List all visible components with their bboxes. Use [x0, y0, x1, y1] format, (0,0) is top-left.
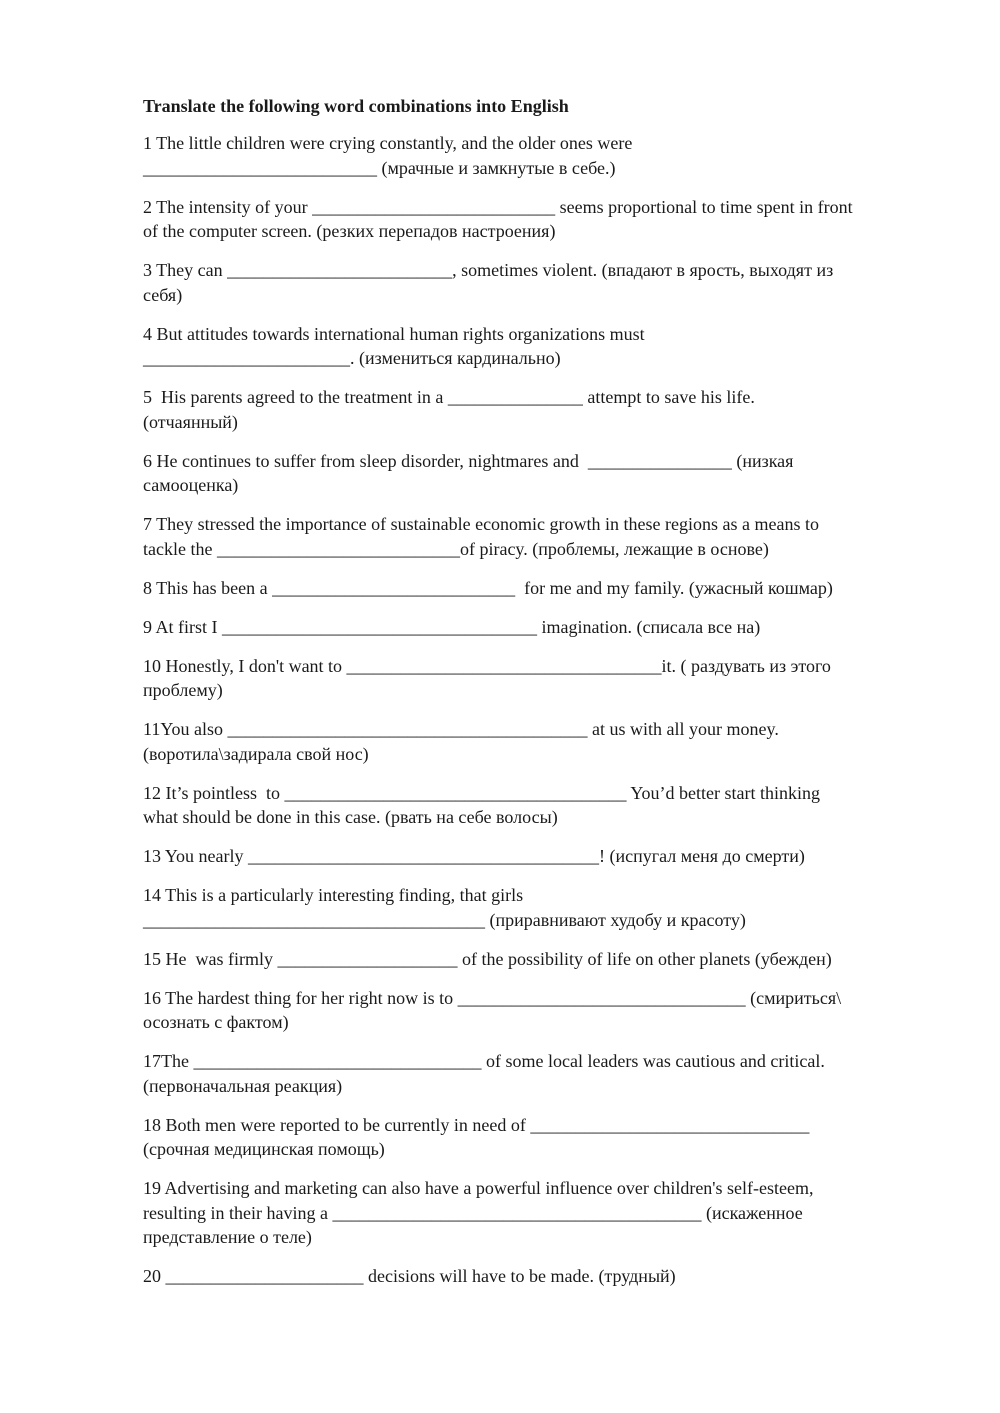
- exercise-18: 18 Both men were reported to be currently in need of _______________________________ (срочная медицинская помощь): [143, 1114, 810, 1159]
- exercise-13: 13 You nearly _______________________________________! (испугал меня до смерти): [143, 846, 805, 866]
- exercise-7: 7 They stressed the importance of sustainable economic growth in these regions as a means to tackle the ___________________________of piracy. (проблемы, лежащие в основе): [143, 514, 819, 559]
- exercise-17: 17The ________________________________ of some local leaders was cautious and critical. (первоначальная реакция): [143, 1051, 825, 1096]
- exercise-15: 15 He was firmly ____________________ of the possibility of life on other planets (убежден): [143, 948, 832, 969]
- exercise-16: 16 The hardest thing for her right now is to ________________________________ (смириться\ осознать с фактом): [143, 987, 842, 1032]
- exercise-20: 20 ______________________ decisions will have to be made. (трудный): [143, 1266, 676, 1286]
- worksheet: [143, 94, 943, 1303]
- exercise-11: 11You also ________________________________________ at us with all your money. (воротила\задирала свой нос): [143, 719, 779, 764]
- exercise-12: 12 It’s pointless to ______________________________________ You’d better start thinking what should be done in this case. (рвать на себе волосы): [143, 782, 820, 827]
- exercise-5: 5 His parents agreed to the treatment in a _______________ attempt to save his life. (отчаянный): [143, 387, 755, 432]
- exercise-4: 4 But attitudes towards international human rights organizations must _______________________. (измениться кардинально): [143, 323, 645, 368]
- exercise-6: 6 He continues to suffer from sleep disorder, nightmares and ________________ (низкая самооценка): [143, 450, 794, 495]
- worksheet-title: Translate the following word combinations into English: [143, 96, 569, 116]
- exercise-2: 2 The intensity of your ___________________________ seems proportional to time spent in front of the computer screen. (резких перепадов настроения): [143, 196, 853, 241]
- exercise-1: 1 The little children were crying constantly, and the older ones were __________________________ (мрачные и замкнутые в себе.): [143, 133, 633, 178]
- exercise-10: 10 Honestly, I don't want to ___________________________________it. ( раздувать из этого проблему): [143, 655, 831, 700]
- exercise-8: 8 This has been a ___________________________ for me and my family. (ужасный кошмар): [143, 577, 833, 598]
- exercise-9: 9 At first I ___________________________________ imagination. (списала все на): [143, 616, 761, 637]
- exercise-19: 19 Advertising and marketing can also have a powerful influence over children's self-esteem, resulting in their having a _________________________________________ (искаженное представление о теле): [143, 1178, 814, 1247]
- exercise-14: 14 This is a particularly interesting finding, that girls ______________________________________ (приравнивают худобу и красоту): [143, 885, 746, 930]
- exercise-3: 3 They can _________________________, sometimes violent. (впадают в ярость, выходят из себя): [143, 260, 834, 305]
